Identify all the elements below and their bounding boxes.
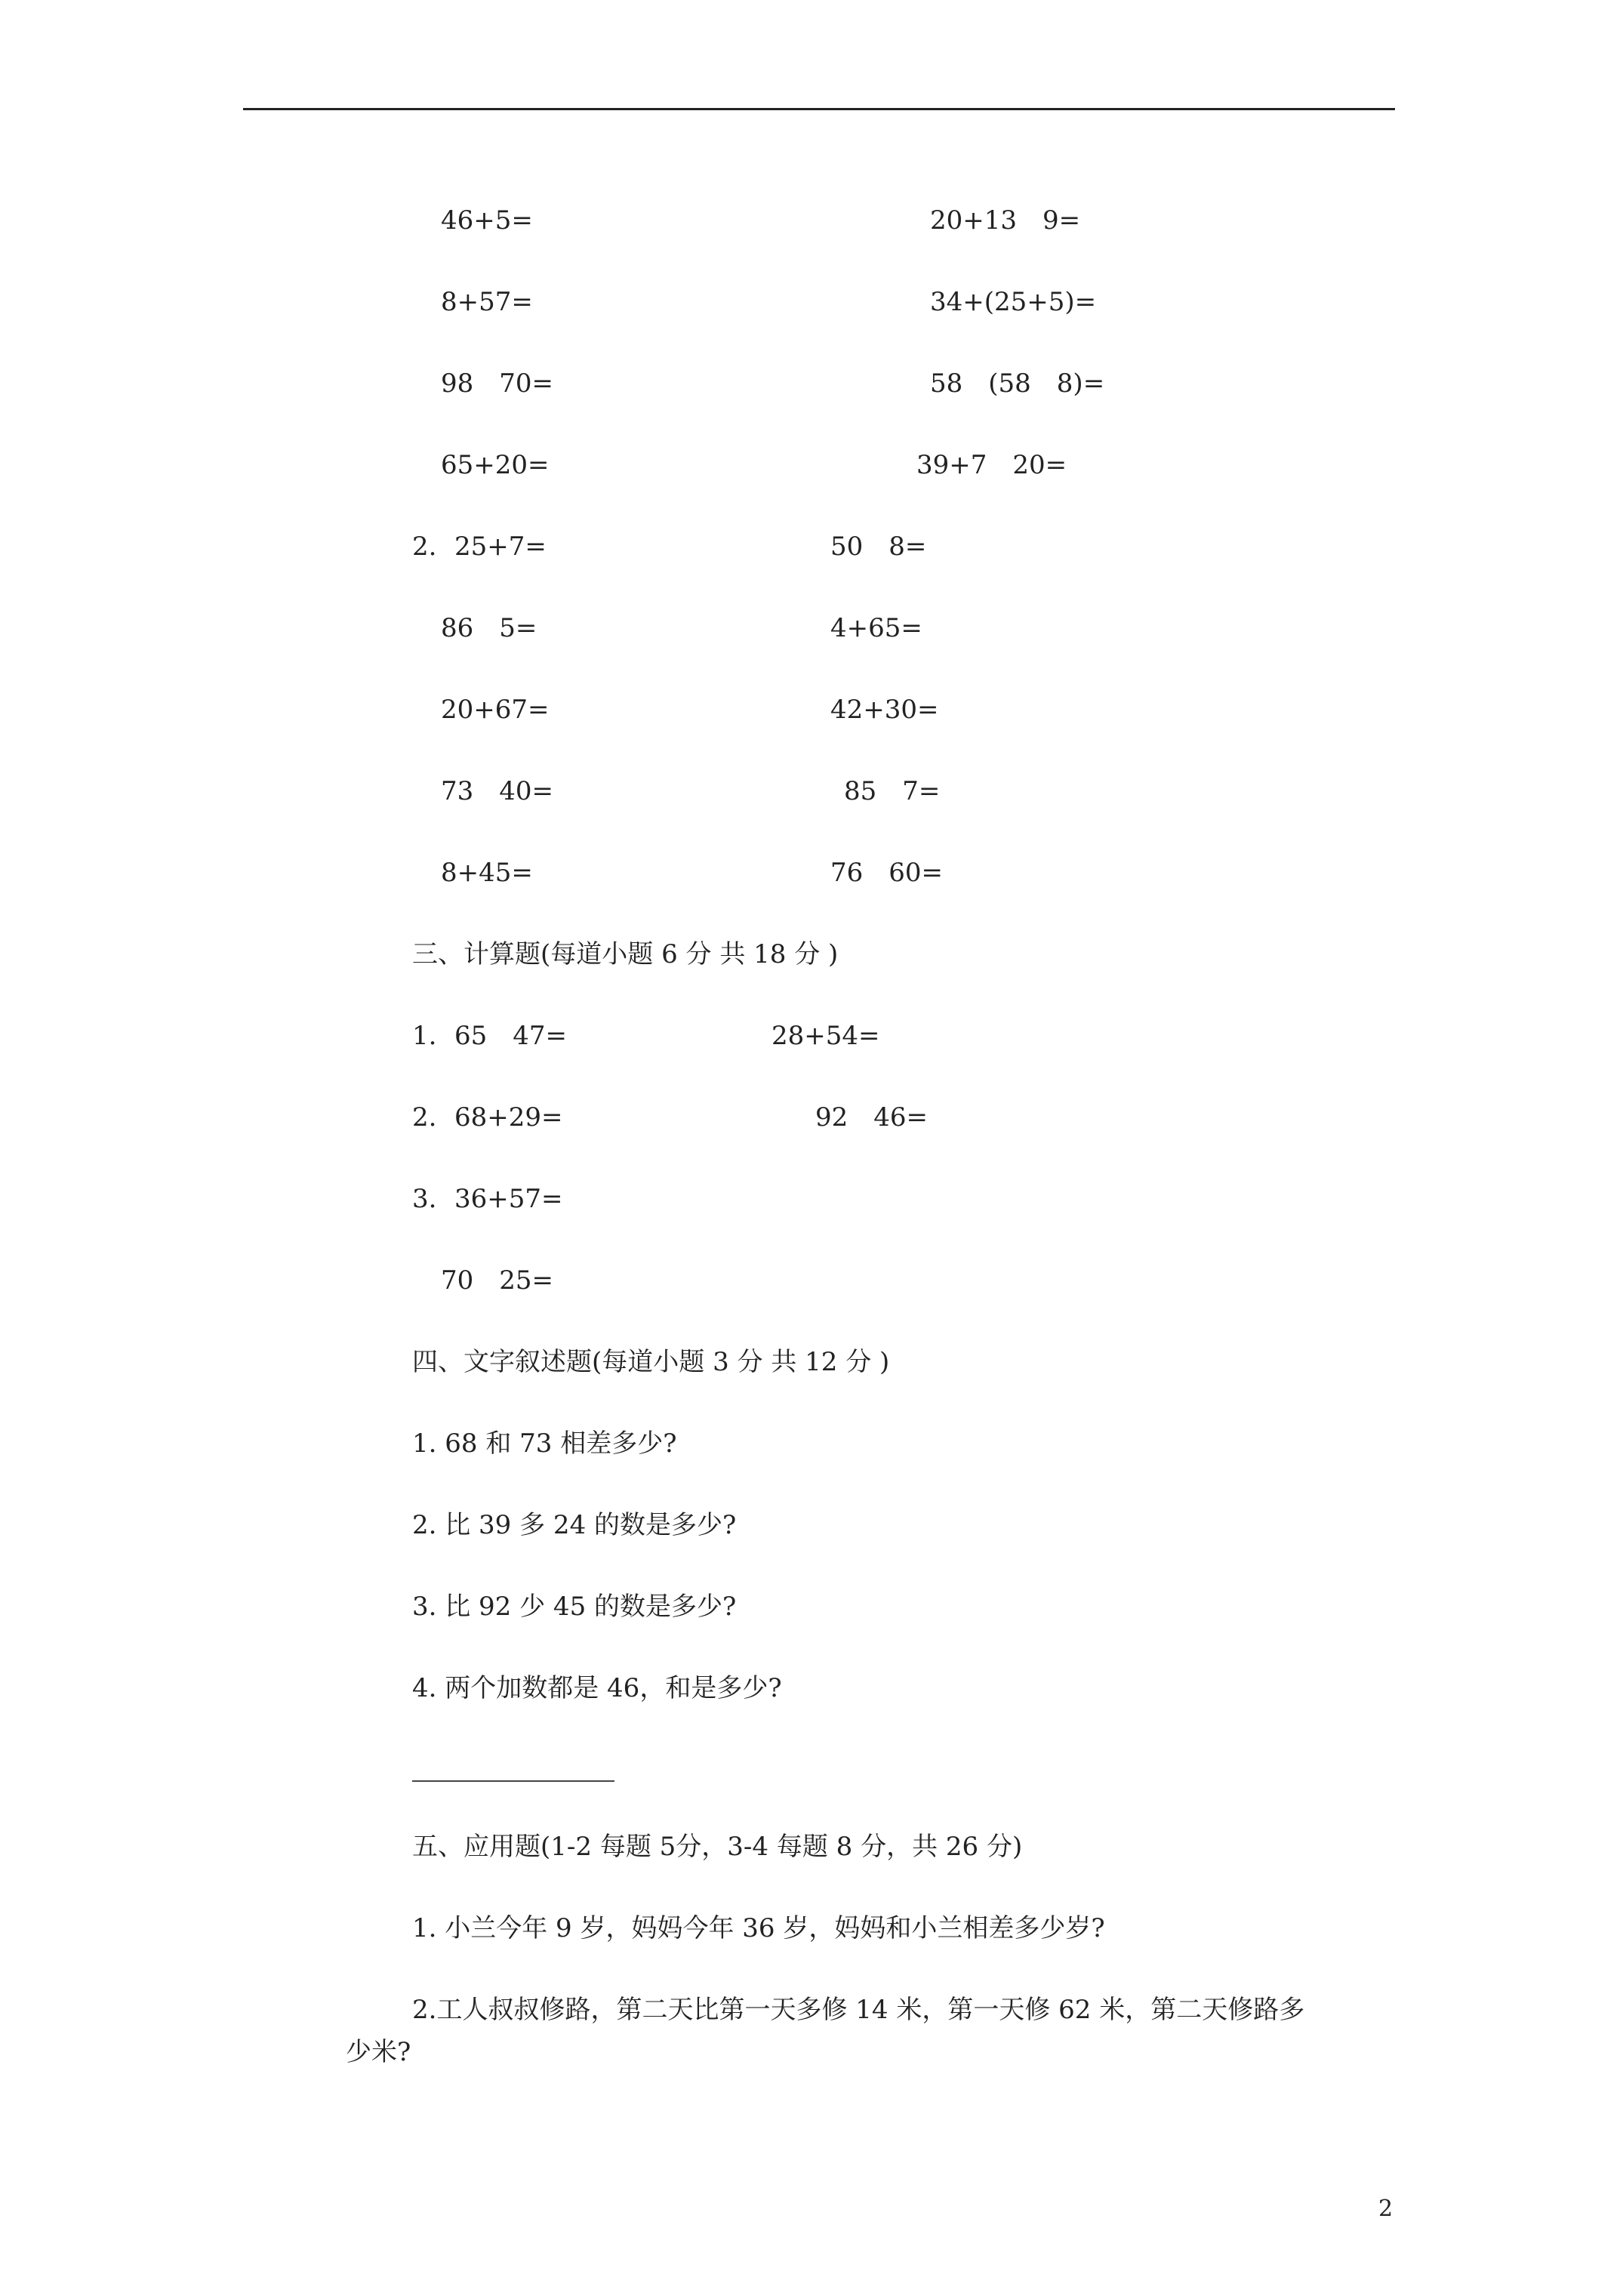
expr-right-2: 34+(25+5)=: [930, 287, 1097, 317]
section-three-title: 三、计算题(每道小题 6 分 共 18 分 ): [412, 939, 839, 969]
s5-q2-line1: 2.工人叔叔修路，第二天比第一天多修 14 米，第一天修 62 米，第二天修路多: [412, 1995, 1305, 2025]
s5-q1: 1. 小兰今年 9 岁，妈妈今年 36 岁，妈妈和小兰相差多少岁?: [412, 1913, 1105, 1943]
s3-num-2: 2.: [412, 1102, 437, 1133]
s4-item-4: 4. 两个加数都是 46，和是多少?: [412, 1673, 782, 1703]
s3-num-1: 1.: [412, 1021, 437, 1051]
expr-right-1: 20+13 9=: [930, 205, 1081, 236]
expr-left-2: 8+57=: [441, 287, 533, 317]
expr-left-4: 65+20=: [441, 450, 550, 480]
page-number: 2: [1378, 2196, 1394, 2222]
s3-expr-2b: 92 46=: [815, 1102, 929, 1133]
s3-expr-1b: 28+54=: [771, 1021, 880, 1051]
s5-q2-line2: 少米?: [346, 2037, 411, 2067]
q2-left-4: 73 40=: [441, 776, 554, 806]
section-four-title: 四、文字叙述题(每道小题 3 分 共 12 分 ): [412, 1347, 890, 1377]
q2-left-2: 86 5=: [441, 613, 537, 643]
q2-left-5: 8+45=: [441, 858, 533, 888]
section-five-title: 五、应用题(1-2 每题 5分，3-4 每题 8 分，共 26 分): [412, 1832, 1023, 1862]
s3-expr-1a: 65 47=: [454, 1021, 568, 1051]
s4-item-1: 1. 68 和 73 相差多少?: [412, 1428, 677, 1459]
header-rule: [243, 108, 1395, 110]
q2-right-5: 76 60=: [830, 858, 944, 888]
q2-right-1: 50 8=: [830, 532, 927, 562]
q2-left-3: 20+67=: [441, 695, 550, 725]
expr-right-3: 58 (58 8)=: [930, 368, 1105, 399]
s3-expr-2a: 68+29=: [454, 1102, 563, 1133]
expr-left-1: 46+5=: [441, 205, 533, 236]
expr-left-3: 98 70=: [441, 368, 554, 399]
q2-right-4: 85 7=: [844, 776, 941, 806]
q2-left-1: 25+7=: [454, 532, 547, 562]
section-divider: [412, 1780, 614, 1782]
s3-num-3: 3.: [412, 1184, 437, 1214]
s4-item-3: 3. 比 92 少 45 的数是多少?: [412, 1592, 737, 1622]
s3-expr-extra: 70 25=: [441, 1265, 554, 1296]
s3-expr-3a: 36+57=: [454, 1184, 563, 1214]
q2-number: 2.: [412, 532, 437, 562]
s4-item-2: 2. 比 39 多 24 的数是多少?: [412, 1510, 737, 1540]
q2-right-2: 4+65=: [830, 613, 922, 643]
q2-right-3: 42+30=: [830, 695, 939, 725]
expr-right-4: 39+7 20=: [916, 450, 1067, 480]
